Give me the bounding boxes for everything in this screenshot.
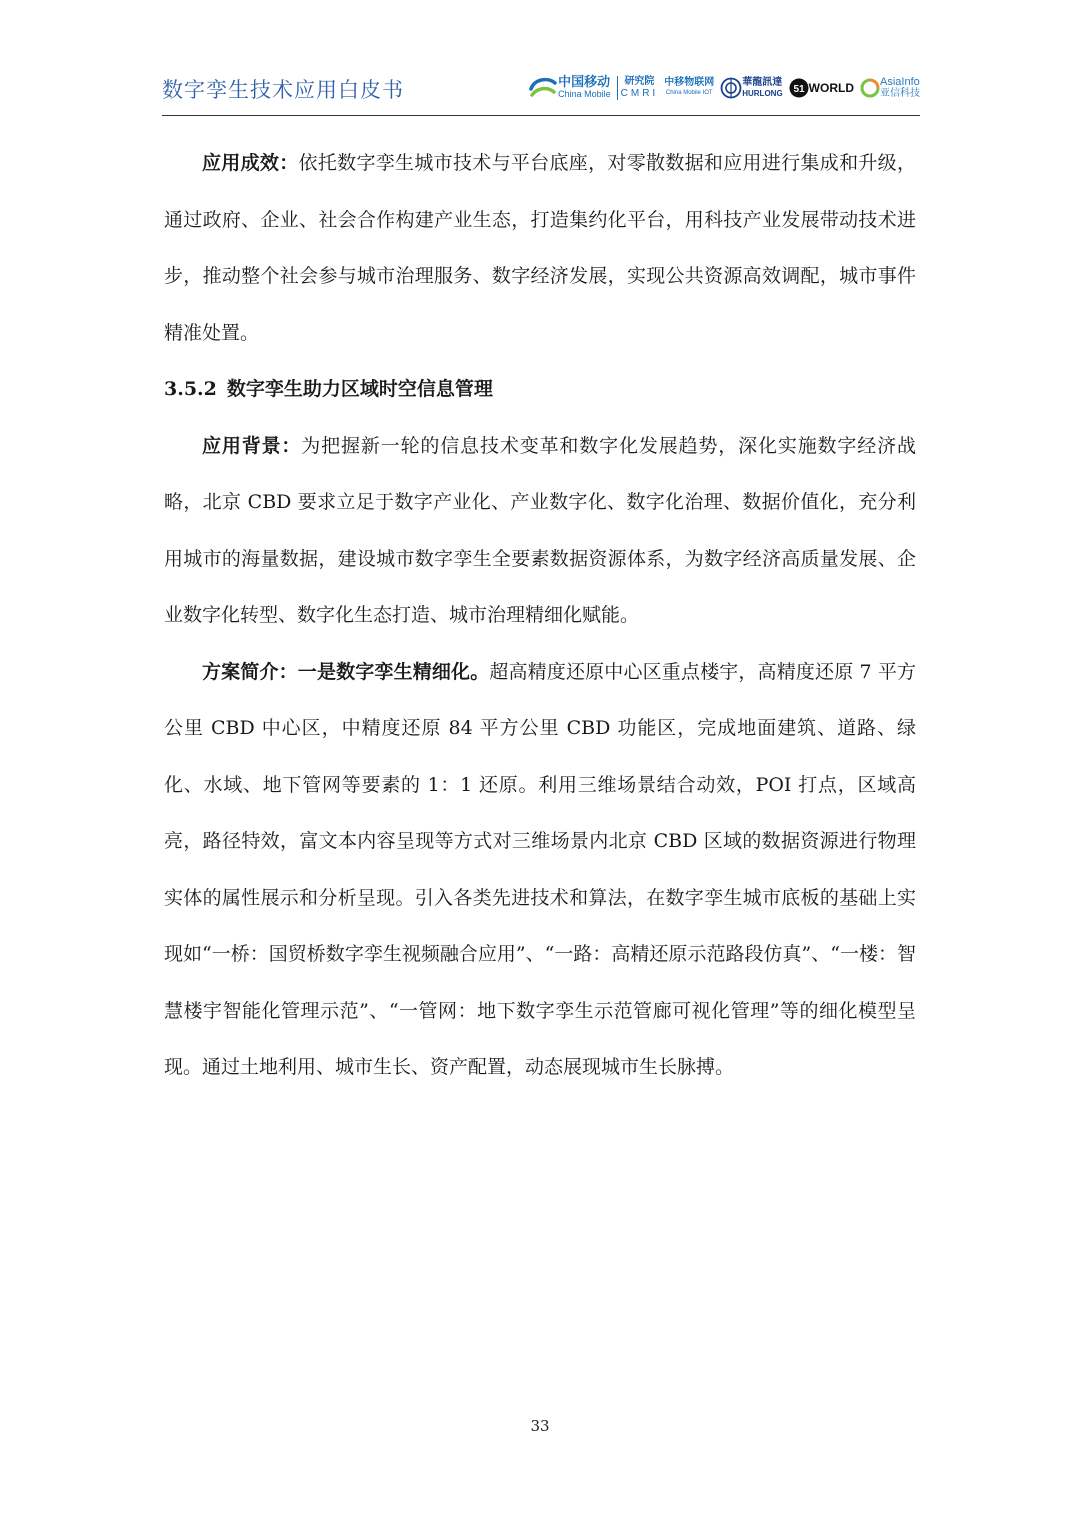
- asiainfo-logo: [860, 77, 920, 99]
- paragraph-text: 依托数字孪生城市技术与平台底座，对零散数据和应用进行集成和升级，通过政府、企业、社会合作构建产业生态，打造集约化平台，用科技产业发展带动技术进步，推动整个社会参与城市治理服务、数字经济发展，实现公共资源高效调配，城市事件精准处置。: [164, 152, 916, 344]
- 51world-badge-icon: [789, 78, 809, 98]
- paragraph-label: 方案简介：一是数字孪生精细化。: [202, 660, 490, 683]
- section-heading: [164, 361, 916, 418]
- china-mobile-swirl-icon: [528, 75, 558, 101]
- hurlong-emblem-icon: [720, 77, 742, 99]
- cmri-name-zh: 研究院: [624, 76, 655, 87]
- section-number: 3.5.2: [164, 378, 217, 400]
- asiainfo-ring-icon: [860, 78, 880, 98]
- hurlong-logo: [720, 77, 782, 99]
- partner-logos: [522, 70, 920, 106]
- asiainfo-name-zh: 亚信科技: [880, 88, 920, 99]
- paragraph-label: 应用背景：: [202, 434, 302, 457]
- 51world-logo: [789, 78, 854, 98]
- china-mobile-logo: [528, 75, 611, 101]
- paragraph-background: [164, 418, 916, 644]
- paragraph-solution: [164, 644, 916, 1096]
- page-content: [164, 135, 916, 1096]
- asiainfo-name-en: AsiaInfo: [880, 76, 920, 88]
- iot-name-en: China Mobile IOT: [665, 90, 713, 96]
- header-divider: [162, 115, 920, 116]
- paragraph-results: [164, 135, 916, 361]
- paragraph-text: 超高精度还原中心区重点楼宇，高精度还原 7 平方公里 CBD 中心区，中精度还原 84 平方公里 CBD 功能区，完成地面建筑、道路、绿化、水域、地下管网等要素的 1：1 还原。利用三维场景结合动效，POI 打点，区域高亮，路径特效，富文本内容呈现等方式对三维场景内北京 CBD 区域的数据资源进行物理实体的属性展示和分析呈现。引入各类先进技术和算法，在数字孪生城市底板的基础上实现如“一桥：国贸桥数字孪生视频融合应用”、“一路：高精还原示范路段仿真”、“一楼：智慧楼宇智能化管理示范”、“一管网：地下数字孪生示范管廊可视化管理”等的细化模型呈现。通过土地利用、城市生长、资产配置，动态展现城市生长脉搏。: [164, 660, 916, 1078]
- page-header: [162, 66, 920, 110]
- section-title: 数字孪生助力区域时空信息管理: [226, 378, 493, 400]
- document-title: 数字孪生技术应用白皮书: [162, 78, 404, 102]
- page-number: 33: [530, 1417, 550, 1435]
- svg-text:51: 51: [793, 84, 805, 95]
- 51world-name: WORLD: [808, 81, 854, 95]
- hurlong-name-zh: 華龍訊達: [742, 77, 783, 88]
- cmri-name-en: CMRI: [620, 88, 659, 99]
- paragraph-text: 为把握新一轮的信息技术变革和数字化发展趋势，深化实施数字经济战略，北京 CBD 要求立足于数字产业化、产业数字化、数字化治理、数据价值化，充分利用城市的海量数据，建设城市数字孪生全要素数据资源体系，为数字经济高质量发展、企业数字化转型、数字化生态打造、城市治理精细化赋能。: [164, 434, 916, 626]
- cmri-logo: [617, 76, 659, 100]
- china-mobile-name-zh: 中国移动: [558, 74, 611, 89]
- paragraph-label: 应用成效：: [202, 152, 299, 174]
- china-mobile-name-en: China Mobile: [558, 89, 611, 99]
- china-mobile-iot-logo: [664, 77, 714, 99]
- hurlong-name-en: HURLONG: [742, 89, 783, 98]
- iot-name-zh: 中移物联网: [664, 77, 715, 88]
